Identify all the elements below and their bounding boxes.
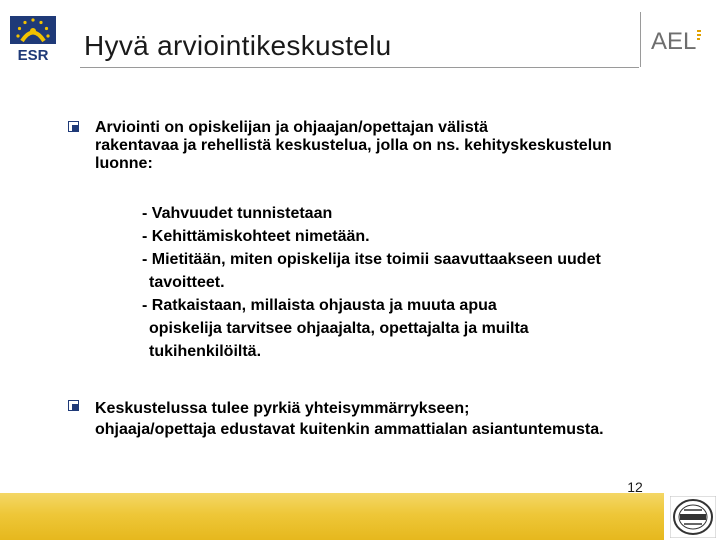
footer-bar xyxy=(0,493,664,540)
esr-logo-text: ESR xyxy=(17,47,49,64)
sub-list-item: - Vahvuudet tunnistetaan xyxy=(142,205,333,222)
page-title: Hyvä arviointikeskustelu xyxy=(84,30,392,61)
bullet-line: ohjaaja/opettaja edustavat kuitenkin ammattialan asiantuntemusta. xyxy=(95,421,604,438)
sub-list-item: - Mietitään, miten opiskelija itse toimii saavuttaakseen uudet xyxy=(142,251,601,268)
page-number: 12 xyxy=(627,479,643,495)
sub-list-item-continuation: tukihenkilöiltä. xyxy=(149,343,262,360)
ael-logo-text: AEL xyxy=(651,28,697,55)
emblem-icon xyxy=(670,496,716,538)
bullet-line: Keskustelussa tulee pyrkiä yhteisymmärrykseen; xyxy=(95,400,470,417)
sub-list-item-continuation: tavoitteet. xyxy=(149,274,225,291)
sub-list-item: - Ratkaistaan, millaista ohjausta ja muuta apua xyxy=(142,297,497,314)
sub-list xyxy=(142,202,601,363)
bullet-square-icon xyxy=(68,400,79,411)
sub-list-item: - Kehittämiskohteet nimetään. xyxy=(142,228,370,245)
bullet-line: Arviointi on opiskelijan ja ohjaajan/opettajan välistä xyxy=(95,119,488,136)
bullet-square-icon xyxy=(68,121,79,132)
esr-logo-icon xyxy=(8,14,58,64)
title-divider xyxy=(80,67,639,68)
ael-logo-icon xyxy=(651,25,703,55)
sub-list-item-continuation: opiskelija tarvitsee ohjaajalta, opettajalta ja muilta xyxy=(149,320,529,337)
bullet-line: rakentavaa ja rehellistä keskustelua, jolla on ns. kehityskeskustelun xyxy=(95,137,612,154)
bullet-line: luonne: xyxy=(95,155,153,172)
